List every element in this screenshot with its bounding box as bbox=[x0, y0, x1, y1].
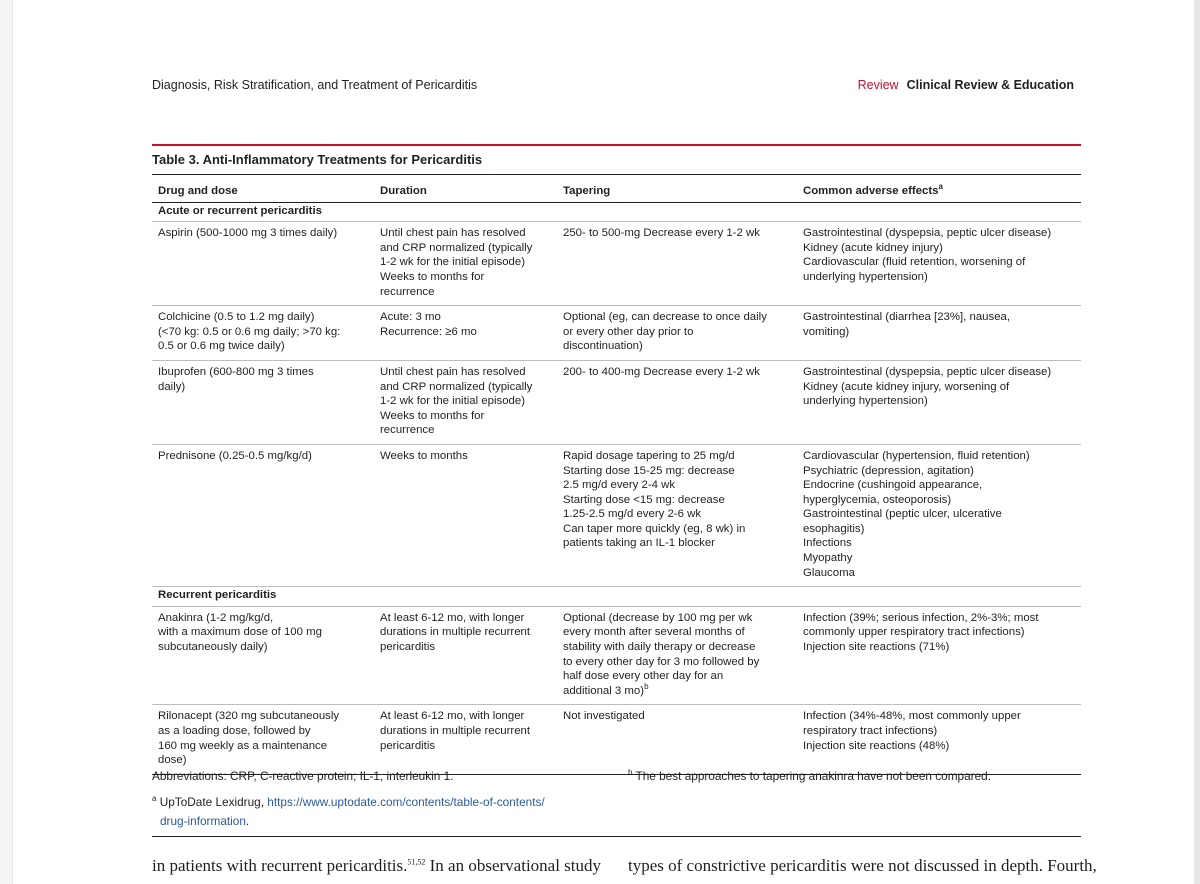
cell-text: Can taper more quickly (eg, 8 wk) in bbox=[563, 522, 746, 535]
cell-text: durations in multiple recurrent bbox=[380, 725, 531, 737]
cell-text: or every other day prior to bbox=[563, 325, 694, 338]
cell-text: Weeks to months for bbox=[380, 270, 485, 283]
cell-text: Gastrointestinal (diarrhea [23%], nausea, bbox=[803, 311, 1011, 324]
cell-line bbox=[380, 449, 551, 464]
cell-text: to every other day for 3 mo followed by bbox=[563, 655, 760, 668]
table-top-rule bbox=[152, 144, 1081, 146]
cell-line bbox=[380, 255, 551, 270]
cell-text: Not investigated bbox=[563, 710, 645, 723]
cell-text: Rilonacept (320 mg subcutaneously bbox=[158, 710, 340, 723]
cell-adverse-effects bbox=[797, 705, 1081, 774]
cell-line bbox=[380, 739, 551, 754]
cell-line bbox=[380, 270, 551, 285]
table-row bbox=[152, 222, 1081, 306]
cell-text: Gastrointestinal (dyspepsia, peptic ulcer disease) bbox=[803, 365, 1052, 378]
footnote-a-period: . bbox=[245, 814, 250, 828]
cell-text: as a loading dose, followed by bbox=[158, 725, 311, 737]
cell-text: Glaucoma bbox=[803, 566, 855, 579]
cell-drug-dose bbox=[152, 306, 374, 361]
header-adverse-label: Common adverse effects bbox=[803, 185, 939, 197]
cell-text: 1-2 wk for the initial episode) bbox=[380, 256, 525, 269]
cell-text: respiratory tract infections) bbox=[803, 725, 938, 737]
cell-line bbox=[803, 394, 1075, 409]
cell-line bbox=[803, 241, 1075, 256]
footnote-b-marker: b bbox=[644, 682, 649, 692]
cell-line bbox=[563, 310, 791, 325]
cell-line bbox=[563, 625, 791, 640]
cell-line bbox=[803, 464, 1075, 479]
cell-line bbox=[563, 478, 791, 493]
cell-line bbox=[563, 522, 791, 537]
section-label-recurrent: Recurrent pericarditis bbox=[152, 587, 1081, 607]
body-text-right: types of constrictive pericarditis were not discussed in depth. Fourth, bbox=[628, 856, 1097, 875]
cell-text: 0.5 or 0.6 mg twice daily) bbox=[158, 340, 285, 353]
running-head-title: Diagnosis, Risk Stratification, and Treatment of Pericarditis bbox=[152, 78, 478, 92]
cell-text: recurrence bbox=[380, 285, 435, 298]
cell-line bbox=[158, 365, 368, 380]
cell-text: 250- to 500-mg Decrease every 1-2 wk bbox=[563, 227, 760, 240]
cell-tapering bbox=[557, 360, 797, 444]
running-head-section bbox=[858, 78, 1074, 92]
cell-text: At least 6-12 mo, with longer bbox=[380, 611, 525, 624]
cell-line bbox=[380, 709, 551, 724]
footnote-a-marker: a bbox=[938, 182, 943, 192]
cell-line bbox=[158, 724, 368, 739]
cell-text: stability with daily therapy or decrease bbox=[563, 641, 756, 654]
cell-line bbox=[380, 611, 551, 626]
cell-line bbox=[563, 684, 791, 699]
table-row bbox=[152, 705, 1081, 774]
cell-duration bbox=[374, 306, 557, 361]
cell-text: commonly upper respiratory tract infections) bbox=[803, 626, 1025, 639]
cell-line bbox=[158, 625, 368, 640]
cell-text: discontinuation) bbox=[563, 340, 643, 353]
cell-text: hyperglycemia, osteoporosis) bbox=[803, 493, 952, 506]
page-edge bbox=[0, 0, 13, 884]
section-label: Clinical Review & Education bbox=[906, 78, 1074, 92]
cell-text: Rapid dosage tapering to 25 mg/d bbox=[563, 449, 735, 462]
cell-text: underlying hypertension) bbox=[803, 395, 928, 408]
cell-line bbox=[803, 536, 1075, 551]
cell-line bbox=[563, 640, 791, 655]
cell-text: Aspirin (500-1000 mg 3 times daily) bbox=[158, 227, 338, 240]
cell-text: and CRP normalized (typically bbox=[380, 380, 533, 393]
cell-line bbox=[803, 310, 1075, 325]
cell-text: Ibuprofen (600-800 mg 3 times bbox=[158, 365, 314, 378]
cell-line bbox=[563, 507, 791, 522]
cell-text: additional 3 mo) bbox=[563, 684, 645, 697]
footnote-b-text: The best approaches to tapering anakinra have not been compared. bbox=[632, 769, 991, 783]
table-row bbox=[152, 606, 1081, 705]
cell-line bbox=[563, 339, 791, 354]
footnote-b-marker: b bbox=[628, 768, 633, 778]
cell-line bbox=[158, 325, 368, 340]
cell-line bbox=[803, 325, 1075, 340]
cell-text: durations in multiple recurrent bbox=[380, 626, 531, 639]
cell-line bbox=[803, 625, 1075, 640]
header-adverse-effects bbox=[797, 179, 1081, 202]
cell-text: underlying hypertension) bbox=[803, 270, 928, 283]
cell-line bbox=[803, 507, 1075, 522]
cell-line bbox=[158, 640, 368, 655]
cell-adverse-effects bbox=[797, 360, 1081, 444]
cell-text: Kidney (acute kidney injury, worsening of bbox=[803, 380, 1010, 393]
section-row-recurrent bbox=[152, 587, 1081, 607]
cell-line bbox=[380, 325, 551, 340]
cell-text: recurrence bbox=[380, 424, 435, 437]
cell-text: 160 mg weekly as a maintenance bbox=[158, 739, 328, 752]
section-label-acute: Acute or recurrent pericarditis bbox=[152, 202, 1081, 222]
cell-adverse-effects bbox=[797, 306, 1081, 361]
cell-text: with a maximum dose of 100 mg bbox=[158, 626, 322, 639]
footnote-a-cont bbox=[152, 812, 545, 831]
cell-tapering bbox=[557, 444, 797, 586]
cell-line bbox=[563, 226, 791, 241]
cell-line bbox=[158, 310, 368, 325]
cell-text: Prednisone (0.25-0.5 mg/kg/d) bbox=[158, 449, 312, 462]
cell-duration bbox=[374, 444, 557, 586]
table-header-row bbox=[152, 179, 1081, 202]
cell-text: Starting dose <15 mg: decrease bbox=[563, 493, 725, 506]
table-row bbox=[152, 444, 1081, 586]
cell-line bbox=[803, 255, 1075, 270]
cell-line bbox=[803, 226, 1075, 241]
cell-text: half dose every other day for an bbox=[563, 670, 724, 683]
cell-line bbox=[158, 709, 368, 724]
cell-text: Acute: 3 mo bbox=[380, 311, 441, 324]
cell-text: subcutaneously daily) bbox=[158, 641, 268, 654]
cell-line bbox=[380, 380, 551, 395]
table-row bbox=[152, 360, 1081, 444]
cell-text: Recurrence: ≥6 mo bbox=[380, 325, 477, 338]
cell-line bbox=[563, 669, 791, 684]
header-duration: Duration bbox=[374, 179, 557, 202]
cell-drug-dose bbox=[152, 606, 374, 705]
cell-tapering bbox=[557, 705, 797, 774]
body-left-after: In an observational study bbox=[425, 856, 602, 875]
cell-text: vomiting) bbox=[803, 325, 850, 338]
section-row-acute bbox=[152, 202, 1081, 222]
cell-line bbox=[563, 365, 791, 380]
cell-text: every month after several months of bbox=[563, 626, 745, 639]
cell-text: Injection site reactions (48%) bbox=[803, 739, 950, 752]
cell-drug-dose bbox=[152, 360, 374, 444]
cell-line bbox=[563, 655, 791, 670]
cell-text: Optional (decrease by 100 mg per wk bbox=[563, 611, 753, 624]
cell-line bbox=[803, 611, 1075, 626]
cell-text: 1.25-2.5 mg/d every 2-6 wk bbox=[563, 508, 702, 521]
cell-adverse-effects bbox=[797, 444, 1081, 586]
cell-text: Psychiatric (depression, agitation) bbox=[803, 464, 974, 477]
cell-line bbox=[380, 724, 551, 739]
review-label: Review bbox=[857, 78, 899, 92]
cell-text: Myopathy bbox=[803, 552, 853, 565]
cell-line bbox=[803, 709, 1075, 724]
cell-text: 2.5 mg/d every 2-4 wk bbox=[563, 479, 676, 492]
cell-adverse-effects bbox=[797, 606, 1081, 705]
cell-line bbox=[803, 270, 1075, 285]
cell-line bbox=[380, 285, 551, 300]
cell-text: patients taking an IL-1 blocker bbox=[563, 537, 715, 550]
cell-tapering bbox=[557, 306, 797, 361]
cell-line bbox=[380, 423, 551, 438]
cell-line bbox=[803, 724, 1075, 739]
cell-line bbox=[380, 365, 551, 380]
cell-line bbox=[563, 449, 791, 464]
cell-line bbox=[158, 449, 368, 464]
cell-drug-dose bbox=[152, 222, 374, 306]
cell-text: Infection (39%; serious infection, 2%-3%; most bbox=[803, 611, 1039, 624]
table-row bbox=[152, 306, 1081, 361]
cell-line bbox=[158, 739, 368, 754]
footnote-b bbox=[628, 769, 991, 783]
cell-line bbox=[803, 380, 1075, 395]
cell-text: Colchicine (0.5 to 1.2 mg daily) bbox=[158, 311, 315, 324]
cell-line bbox=[803, 566, 1075, 581]
cell-text: Anakinra (1-2 mg/kg/d, bbox=[158, 611, 274, 624]
cell-line bbox=[380, 226, 551, 241]
cell-text: Cardiovascular (fluid retention, worsening of bbox=[803, 256, 1026, 269]
cell-text: Gastrointestinal (peptic ulcer, ulcerative bbox=[803, 508, 1002, 521]
table-bottom-rule bbox=[152, 836, 1081, 837]
cell-text: and CRP normalized (typically bbox=[380, 241, 533, 254]
cell-text: Gastrointestinal (dyspepsia, peptic ulcer disease) bbox=[803, 227, 1052, 240]
cell-adverse-effects bbox=[797, 222, 1081, 306]
cell-text: (<70 kg: 0.5 or 0.6 mg daily; >70 kg: bbox=[158, 325, 341, 338]
cell-line bbox=[803, 478, 1075, 493]
cell-drug-dose bbox=[152, 705, 374, 774]
table-title-rule bbox=[152, 174, 1081, 175]
cell-text: Cardiovascular (hypertension, fluid retention) bbox=[803, 449, 1030, 462]
header-drug: Drug and dose bbox=[152, 179, 374, 202]
cell-text: Weeks to months bbox=[380, 449, 468, 462]
cell-text: 200- to 400-mg Decrease every 1-2 wk bbox=[563, 365, 760, 378]
cell-line bbox=[158, 339, 368, 354]
cell-text: Injection site reactions (71%) bbox=[803, 641, 950, 654]
cell-duration bbox=[374, 705, 557, 774]
cell-text: esophagitis) bbox=[803, 522, 865, 535]
cell-line bbox=[380, 409, 551, 424]
cell-line bbox=[803, 365, 1075, 380]
cell-text: Until chest pain has resolved bbox=[380, 227, 526, 240]
cell-line bbox=[803, 739, 1075, 754]
cell-tapering bbox=[557, 606, 797, 705]
cell-line bbox=[563, 464, 791, 479]
footnote-a-text: UpToDate Lexidrug, bbox=[156, 795, 268, 809]
cell-line bbox=[380, 625, 551, 640]
cell-text: Optional (eg, can decrease to once daily bbox=[563, 311, 767, 324]
cell-text: Starting dose 15-25 mg: decrease bbox=[563, 464, 735, 477]
cell-line bbox=[380, 241, 551, 256]
body-left-text: in patients with recurrent pericarditis. bbox=[152, 856, 408, 875]
cell-line bbox=[158, 611, 368, 626]
body-refs: 51,52 bbox=[407, 857, 426, 867]
cell-text: Until chest pain has resolved bbox=[380, 365, 526, 378]
uptodate-link-cont[interactable]: drug-information bbox=[160, 814, 246, 828]
cell-text: pericarditis bbox=[380, 641, 436, 654]
cell-text: 1-2 wk for the initial episode) bbox=[380, 395, 525, 408]
cell-line bbox=[158, 753, 368, 768]
cell-line bbox=[380, 310, 551, 325]
cell-text: At least 6-12 mo, with longer bbox=[380, 710, 525, 723]
cell-line bbox=[803, 640, 1075, 655]
viewer-gutter bbox=[1194, 0, 1200, 884]
cell-line bbox=[158, 226, 368, 241]
cell-tapering bbox=[557, 222, 797, 306]
cell-line bbox=[803, 449, 1075, 464]
table-title: Table 3. Anti-Inflammatory Treatments for Pericarditis bbox=[152, 152, 483, 167]
cell-text: Endocrine (cushingoid appearance, bbox=[803, 479, 983, 492]
body-text-left bbox=[152, 856, 601, 876]
cell-line bbox=[158, 380, 368, 395]
cell-line bbox=[803, 493, 1075, 508]
cell-duration bbox=[374, 360, 557, 444]
footnote-a bbox=[152, 793, 545, 831]
header-tapering: Tapering bbox=[557, 179, 797, 202]
footnote-abbreviations: Abbreviations: CRP, C-reactive protein; IL-1, interleukin 1. bbox=[152, 769, 454, 783]
cell-text: Weeks to months for bbox=[380, 409, 485, 422]
cell-text: pericarditis bbox=[380, 739, 436, 752]
uptodate-link[interactable]: https://www.uptodate.com/contents/table-of-contents/ bbox=[267, 795, 545, 809]
cell-line bbox=[380, 394, 551, 409]
cell-line bbox=[563, 325, 791, 340]
cell-duration bbox=[374, 222, 557, 306]
cell-line bbox=[563, 493, 791, 508]
cell-text: Infections bbox=[803, 537, 852, 550]
cell-line bbox=[563, 611, 791, 626]
cell-drug-dose bbox=[152, 444, 374, 586]
cell-duration bbox=[374, 606, 557, 705]
cell-line bbox=[803, 522, 1075, 537]
cell-line bbox=[563, 709, 791, 724]
cell-text: dose) bbox=[158, 754, 187, 767]
cell-line bbox=[803, 551, 1075, 566]
cell-text: Kidney (acute kidney injury) bbox=[803, 241, 943, 254]
cell-text: Infection (34%-48%, most commonly upper bbox=[803, 710, 1021, 723]
cell-line bbox=[380, 640, 551, 655]
cell-line bbox=[563, 536, 791, 551]
footnote-a-marker: a bbox=[152, 794, 157, 804]
cell-text: daily) bbox=[158, 380, 186, 393]
